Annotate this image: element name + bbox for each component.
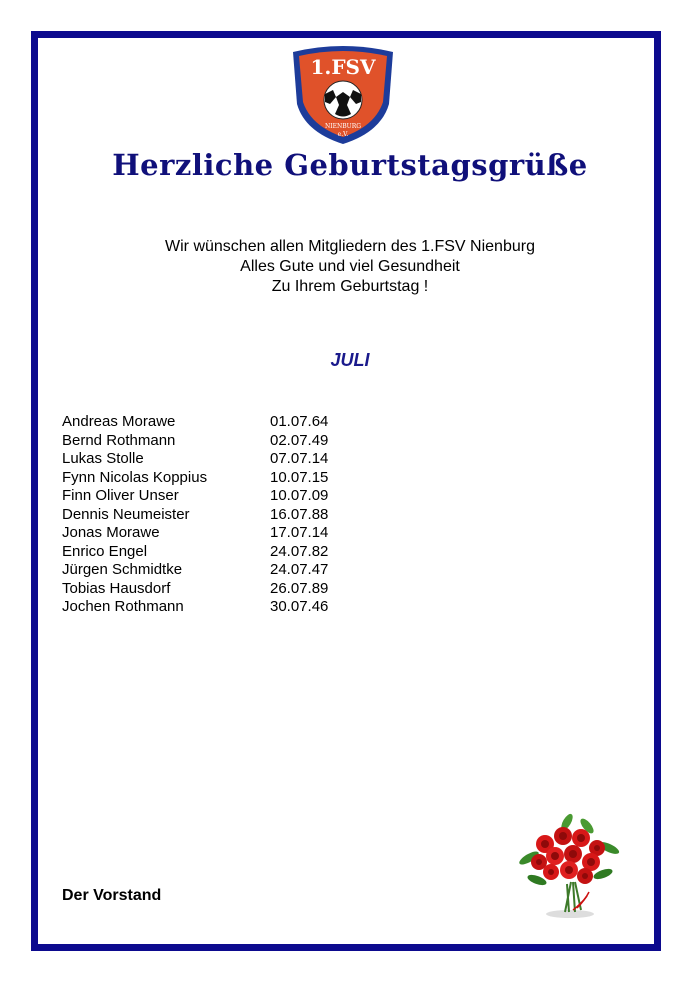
member-name: Jonas Morawe [62, 524, 160, 541]
member-name: Bernd Rothmann [62, 431, 176, 449]
birthday-row [62, 506, 362, 525]
birthday-row [62, 413, 362, 432]
birthday-list [62, 413, 362, 617]
birth-date: 02.07.49 [270, 431, 329, 449]
birthday-row [62, 524, 362, 543]
signature: Der Vorstand [62, 887, 162, 904]
birthday-row [62, 561, 362, 580]
club-crest-logo [289, 44, 397, 146]
birth-date: 16.07.88 [270, 505, 329, 523]
birth-date: 30.07.46 [270, 598, 329, 615]
member-name: Lukas Stolle [62, 450, 144, 467]
rose-bouquet-image [515, 808, 620, 920]
birth-date: 07.07.14 [270, 450, 329, 467]
birthday-row [62, 450, 362, 469]
crest-subtext: NIENBURG [324, 123, 362, 130]
birthday-row [62, 598, 362, 617]
greeting-line: Zu Ihrem Geburtstag ! [271, 278, 429, 295]
birth-date: 01.07.64 [270, 413, 329, 430]
member-name: Dennis Neumeister [62, 505, 190, 523]
greeting-text [0, 237, 700, 297]
birth-date: 10.07.09 [270, 487, 329, 504]
birthday-row [62, 469, 362, 488]
greeting-line: Wir wünschen allen Mitgliedern des 1.FSV Nienburg [165, 238, 535, 255]
member-name: Enrico Engel [62, 542, 148, 560]
crest-subtext2: e.V. [337, 131, 349, 138]
birthday-row [62, 432, 362, 451]
birth-date: 17.07.14 [270, 524, 329, 541]
member-name: Fynn Nicolas Koppius [62, 468, 208, 486]
member-name: Jürgen Schmidtke [62, 561, 183, 578]
birthday-row [62, 543, 362, 562]
birthday-row [62, 580, 362, 599]
birth-date: 26.07.89 [270, 579, 329, 597]
page-title: Herzliche Geburtstagsgrüße [112, 148, 588, 182]
birth-date: 10.07.15 [270, 468, 329, 486]
member-name: Jochen Rothmann [62, 598, 184, 615]
month-heading: JULI [330, 350, 370, 370]
greeting-line: Alles Gute und viel Gesundheit [240, 258, 460, 275]
member-name: Andreas Morawe [62, 413, 176, 430]
birth-date: 24.07.82 [270, 542, 329, 560]
birth-date: 24.07.47 [270, 561, 329, 578]
crest-text: 1.FSV [310, 55, 376, 79]
member-name: Finn Oliver Unser [62, 487, 179, 504]
birthday-row [62, 487, 362, 506]
member-name: Tobias Hausdorf [62, 579, 171, 597]
